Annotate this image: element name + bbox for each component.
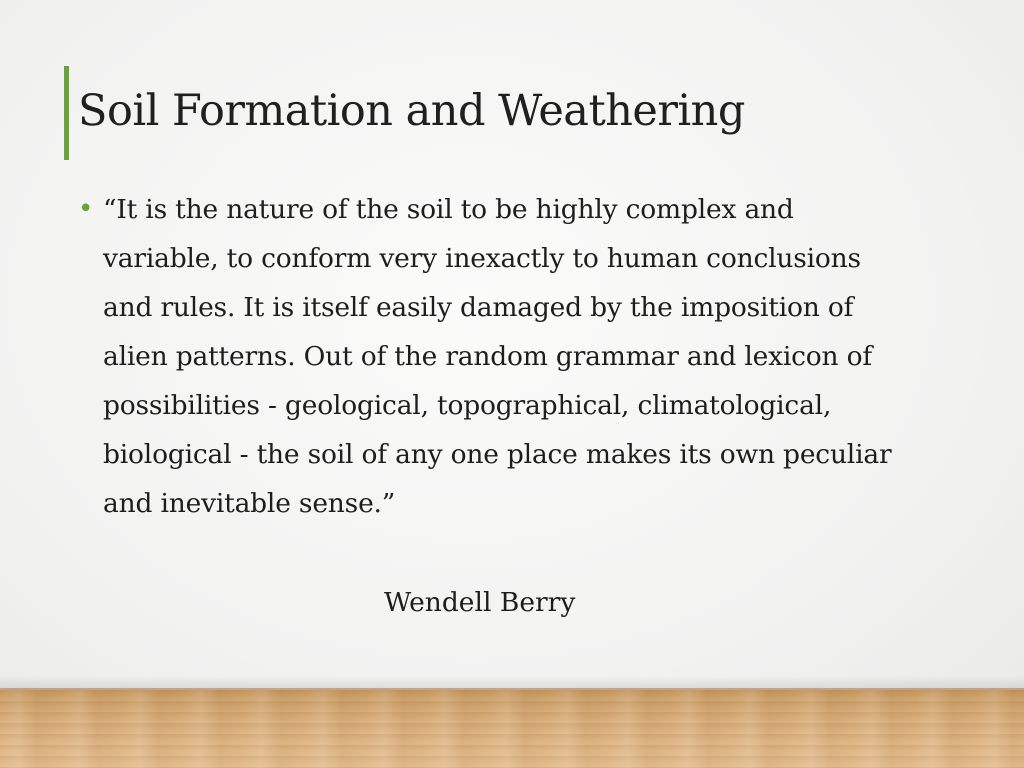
title-accent-bar	[64, 66, 69, 160]
slide-content	[78, 185, 918, 528]
bullet-item	[78, 185, 918, 528]
quote-text: “It is the nature of the soil to be highly complex and variable, to conform very inexactly to human conclusions and rules. It is itself easily damaged by the imposition of alien patterns. Out of the random grammar and lexicon of possibilities - geological, topographical, climatological, biological - the soil of any one place makes its own peculiar and inevitable sense.”	[103, 194, 892, 519]
quote-attribution: Wendell Berry	[384, 587, 576, 618]
slide-title: Soil Formation and Weathering	[78, 86, 745, 136]
wood-floor	[0, 690, 1024, 768]
bullet-icon: •	[78, 194, 94, 224]
